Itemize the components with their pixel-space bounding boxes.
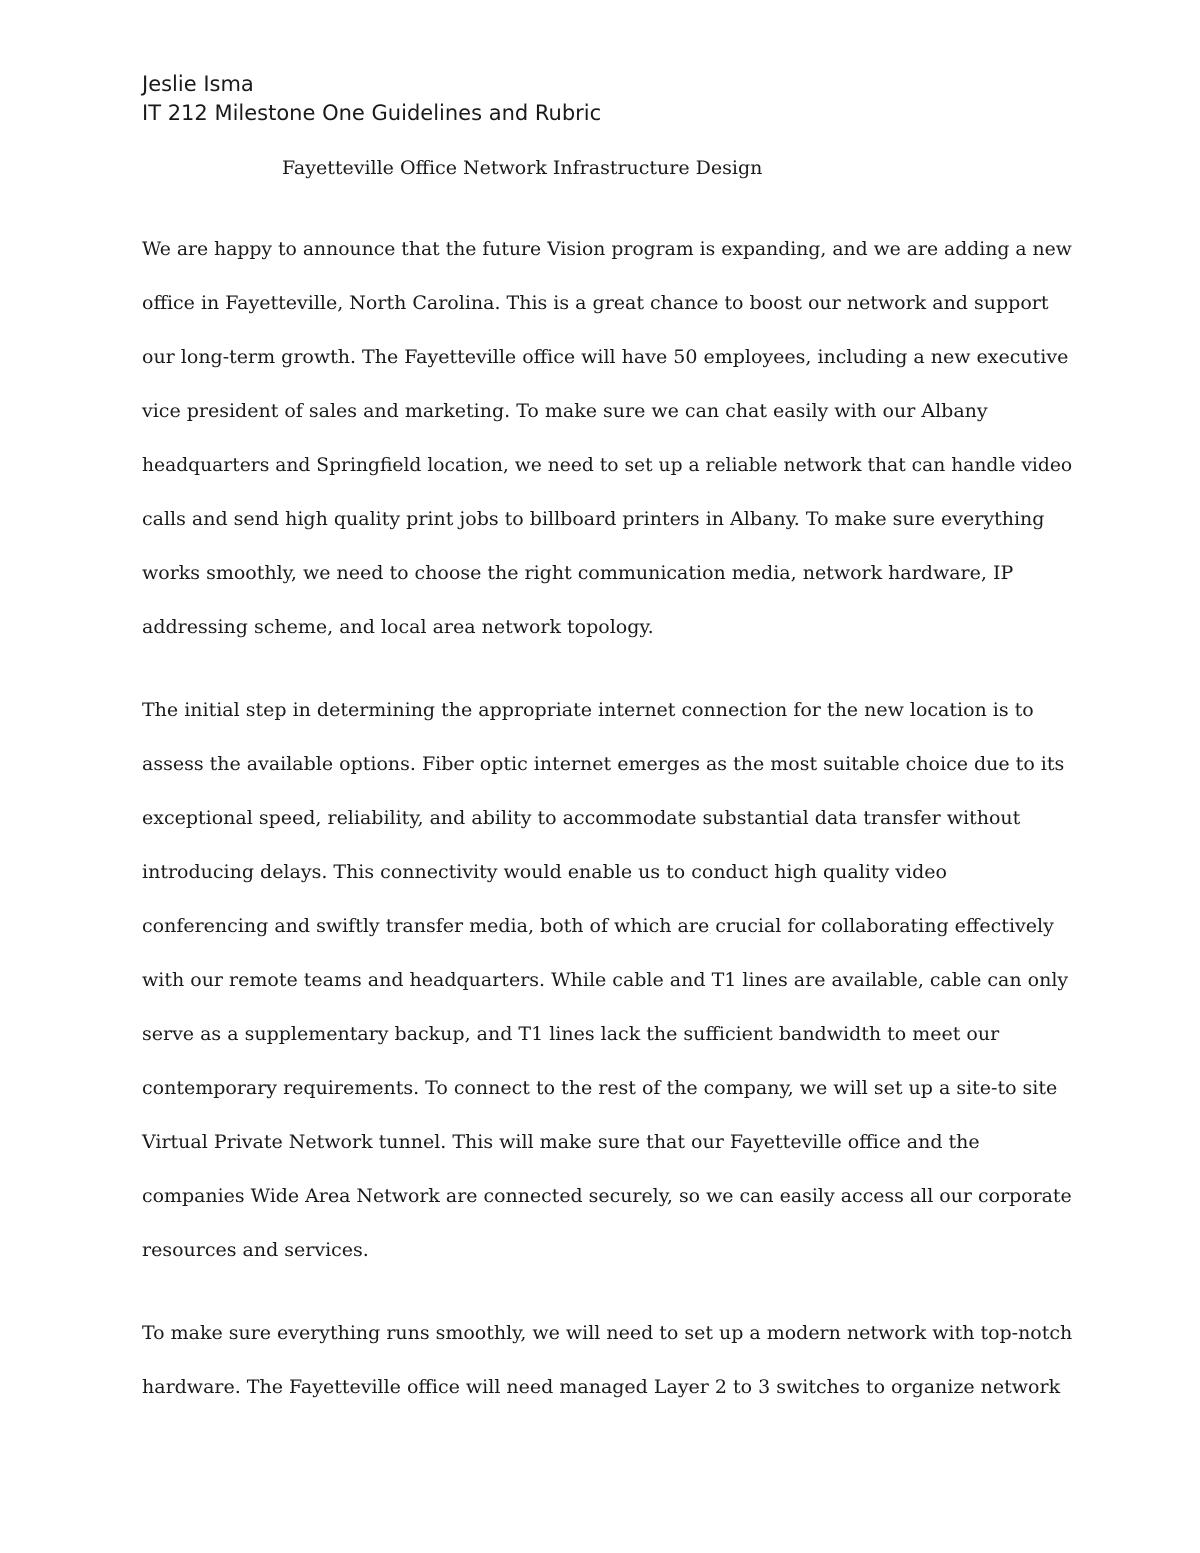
paragraph-line: contemporary requirements. To connect to the rest of the company, we will set up a site-to site — [142, 1077, 1058, 1099]
paragraph-line: We are happy to announce that the future Vision program is expanding, and we are adding a new — [142, 238, 1072, 260]
author-name: Jeslie Isma — [142, 72, 254, 96]
paragraph-line: works smoothly, we need to choose the right communication media, network hardware, IP — [142, 562, 1014, 584]
document-title: Fayetteville Office Network Infrastructure Design — [282, 157, 763, 179]
paragraph-line: introducing delays. This connectivity would enable us to conduct high quality video — [142, 861, 947, 883]
paragraph-line: addressing scheme, and local area network topology. — [142, 616, 654, 638]
document-header — [142, 70, 601, 128]
paragraph-line: exceptional speed, reliability, and ability to accommodate substantial data transfer without — [142, 807, 1021, 829]
paragraph-line: serve as a supplementary backup, and T1 lines lack the sufficient bandwidth to meet our — [142, 1023, 1000, 1045]
paragraph-line: companies Wide Area Network are connected securely, so we can easily access all our corporate — [142, 1185, 1072, 1207]
course-title: IT 212 Milestone One Guidelines and Rubric — [142, 101, 602, 125]
paragraph-line: resources and services. — [142, 1239, 369, 1261]
paragraph-line: The initial step in determining the appropriate internet connection for the new location is to — [142, 699, 1034, 721]
paragraph-line: assess the available options. Fiber optic internet emerges as the most suitable choice due to its — [142, 753, 1065, 775]
paragraph-line: with our remote teams and headquarters. While cable and T1 lines are available, cable can only — [142, 969, 1069, 991]
paragraph-line: our long-term growth. The Fayetteville office will have 50 employees, including a new executive — [142, 346, 1069, 368]
paragraph-line: To make sure everything runs smoothly, we will need to set up a modern network with top-notch — [142, 1322, 1073, 1344]
paragraph-intro — [142, 222, 1072, 654]
paragraph-hardware — [142, 1306, 1072, 1414]
paragraph-line: conferencing and swiftly transfer media, both of which are crucial for collaborating effectively — [142, 915, 1054, 937]
paragraph-internet-connection — [142, 683, 1072, 1277]
paragraph-line: vice president of sales and marketing. To make sure we can chat easily with our Albany — [142, 400, 988, 422]
paragraph-line: office in Fayetteville, North Carolina. This is a great chance to boost our network and support — [142, 292, 1049, 314]
paragraph-line: headquarters and Springfield location, we need to set up a reliable network that can handle video — [142, 454, 1073, 476]
paragraph-line: Virtual Private Network tunnel. This will make sure that our Fayetteville office and the — [142, 1131, 980, 1153]
paragraph-line: calls and send high quality print jobs to billboard printers in Albany. To make sure everything — [142, 508, 1045, 530]
paragraph-line: hardware. The Fayetteville office will need managed Layer 2 to 3 switches to organize network — [142, 1376, 1061, 1398]
